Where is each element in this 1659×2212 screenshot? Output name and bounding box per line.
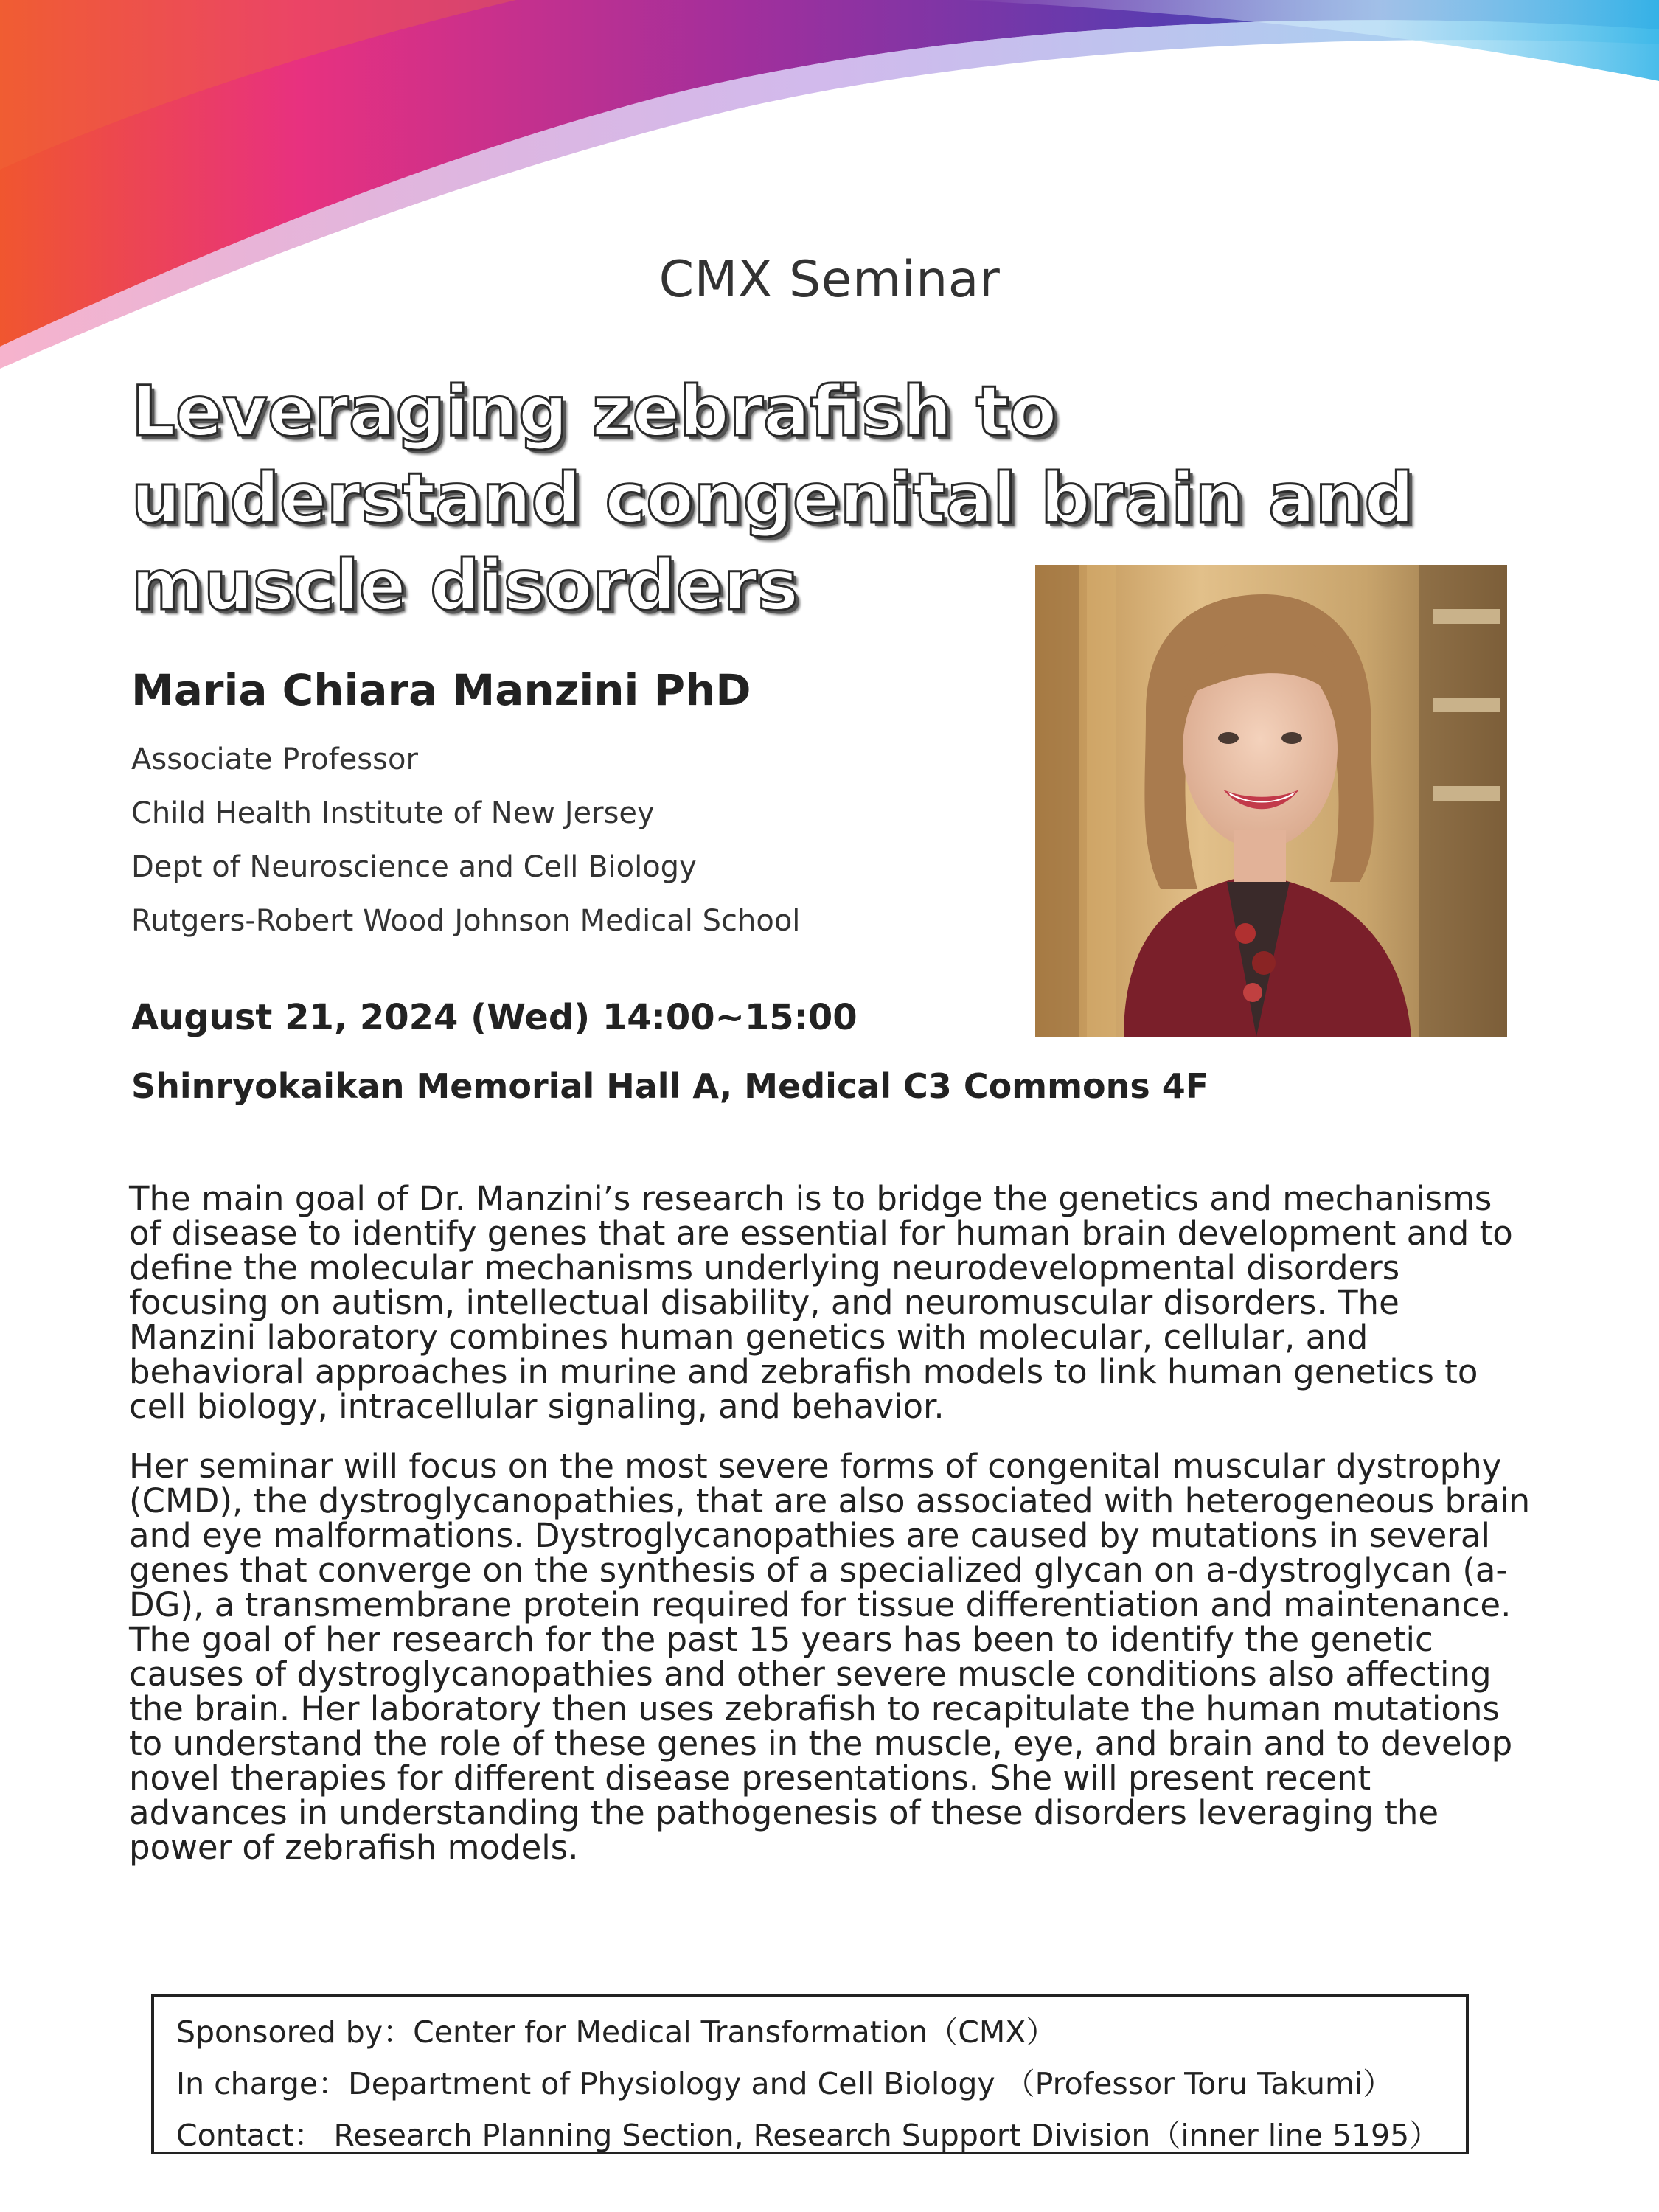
- in-charge-line: In charge：Department of Physiology and Cell Biology （Professor Toru Takumi）: [176, 2066, 1394, 2101]
- speaker-name: Maria Chiara Manzini PhD: [131, 665, 751, 715]
- organizer-info-box: [151, 1994, 1469, 2154]
- speaker-affiliation: Child Health Institute of New Jersey: [131, 796, 655, 830]
- abstract-paragraph: The main goal of Dr. Manzini’s research is to bridge the genetics and mechanisms of disease to identify genes that are essential for human brain development and to define the molecular mechanisms underlying neurodevelopmental disorders focusing on autism, intellectual disability, and neuromuscular disorders. The Manzini laboratory combines human genetics with molecular, cellular, and behavioral approaches in murine and zebrafish models to link human genetics to cell biology, intracellular signaling, and behavior.: [129, 1179, 1513, 1426]
- abstract-paragraph: Her seminar will focus on the most severe forms of congenital muscular dystrophy (CMD), the dystroglycanopathies, that are also associated with heterogeneous brain and eye malformations. Dystroglycanopathies are caused by mutations in several genes that converge on the synthesis of a specialized glycan on a-dystroglycan (a-DG), a transmembrane protein required for tissue differentiation and maintenance. The goal of her research for the past 15 years has been to identify the genetic causes of dystroglycanopathies and other severe muscle conditions also affecting the brain. Her laboratory then uses zebrafish to recapitulate the human mutations to understand the role of these genes in the muscle, eye, and brain and to develop novel therapies for different disease presentations. She will present recent advances in understanding the pathogenesis of these disorders leveraging the power of zebrafish models.: [129, 1447, 1531, 1867]
- seminar-series-label: CMX Seminar: [658, 251, 1001, 309]
- event-venue: Shinryokaikan Memorial Hall A, Medical C3 Commons 4F: [131, 1066, 1209, 1106]
- speaker-affiliation: Rutgers-Robert Wood Johnson Medical School: [131, 904, 801, 938]
- event-datetime: August 21, 2024 (Wed) 14:00~15:00: [131, 997, 858, 1038]
- contact-line: Contact： Research Planning Section, Research Support Division（inner line 5195）: [176, 2118, 1440, 2153]
- speaker-photo: [1035, 565, 1507, 1037]
- speaker-affiliation: Associate Professor: [131, 742, 418, 776]
- seminar-title-line: Leveraging zebrafish to: [131, 372, 1057, 452]
- seminar-title-line: muscle disorders: [131, 546, 799, 626]
- seminar-abstract: [129, 1181, 1534, 1890]
- seminar-title-line: understand congenital brain and: [131, 459, 1414, 539]
- sponsor-line: Sponsored by：Center for Medical Transformation（CMX）: [176, 2014, 1057, 2050]
- speaker-affiliation: Dept of Neuroscience and Cell Biology: [131, 850, 697, 884]
- decorative-wave-banner: [0, 0, 1659, 383]
- speaker-affiliations: [131, 733, 800, 948]
